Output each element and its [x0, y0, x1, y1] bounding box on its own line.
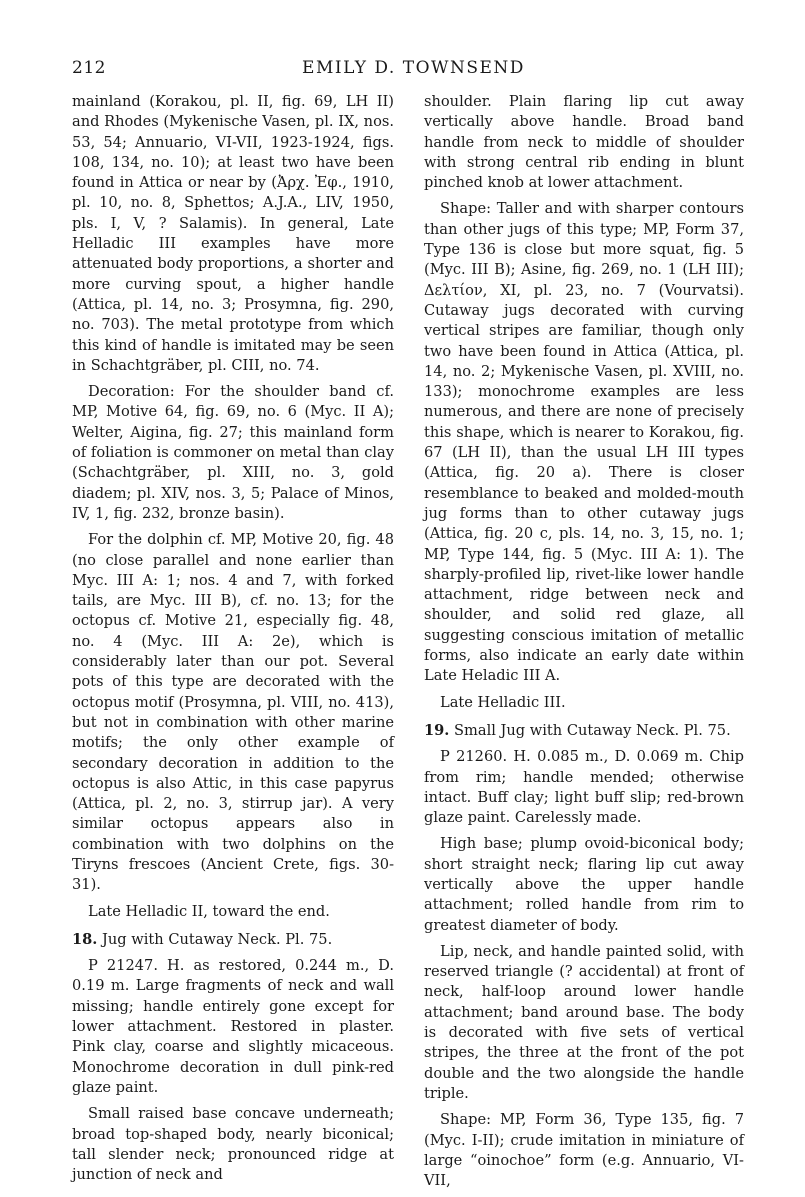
paragraph: Late Helladic II, toward the end. [88, 902, 330, 920]
paragraph: For the dolphin cf. MP, Motive 20, fig. 48 (no close parallel and none earlier than Myc. III A: 1; nos. 4 and 7, with forked tails, are Myc. III B), cf. no. 13; for the octopus cf. Motive 21, especially fig. 48, no. 4 (Myc. III A: 2e), which is considerably later than our pot. Several pots of this type are decorated with the octopus motif (Prosymna, pl. VIII, no. 413), but not in combination with other marine motifs; the only other example of secondary decoration in addition to the octopus is also Attic, in this case papyrus (Attica, pl. 2, no. 3, stirrup jar). A very similar octopus appears also in combination with two dolphins on the Tiryns frescoes (Ancient Crete, figs. 30-31). [72, 531, 394, 894]
section-heading [72, 930, 394, 950]
running-head: EMILY D. TOWNSEND [302, 58, 525, 78]
paragraph: Shape: Taller and with sharper contours than other jugs of this type; MP, Form 37, Type 136 is close but more squat, fig. 5 (Myc. III B); Asine, fig. 269, no. 1 (LH III); Δελτίον, XI, pl. 23, no. 7 (Vourvatsi). Cutaway jugs decorated with curving vertical stripes are familiar, though only two have been found in Attica (Attica, pl. 14, no. 2; Mykenische Vasen, pl. XVIII, no. 133); monochrome examples are less numerous, and there are none of precisely this shape, which is nearer to Korakou, fig. 67 (LH II), than the usual LH III types (Attica, fig. 20 a). There is closer resemblance to beaked and molded-mouth jug forms than to other cutaway jugs (Attica, fig. 20 c, pls. 14, no. 3, 15, no. 1; MP, Type 144, fig. 5 (Myc. III A: 1). The sharply-profiled lip, rivet-like lower handle attachment, ridge between neck and shoulder, and solid red glaze, all suggesting conscious imitation of metallic forms, also indicate an early date within Late Heladic III A. [424, 200, 744, 685]
section-title: Jug with Cutaway Neck. Pl. 75. [102, 930, 333, 948]
paragraph: Late Helladic III. [440, 693, 566, 711]
page-number: 212 [72, 58, 106, 78]
section-title: Small Jug with Cutaway Neck. Pl. 75. [454, 721, 731, 739]
paragraph: Shape: MP, Form 36, Type 135, fig. 7 (Myc. I-II); crude imitation in miniature of large “oinochoe” form (e.g. Annuario, VI-VII, [424, 1111, 744, 1190]
section-number: 19. [424, 721, 450, 739]
left-column [72, 92, 394, 1191]
paragraph: High base; plump ovoid-biconical body; short straight neck; flaring lip cut away vertically above the upper handle attachment; rolled handle from rim to greatest diameter of body. [424, 835, 744, 934]
paragraph: shoulder. Plain flaring lip cut away vertically above handle. Broad band handle from neck to middle of shoulder with strong central rib ending in blunt pinched knob at lower attachment. [424, 93, 744, 192]
section-heading [424, 721, 744, 741]
paragraph: Decoration: For the shoulder band cf. MP, Motive 64, fig. 69, no. 6 (Myc. II A); Welter, Aigina, fig. 27; this mainland form of foliation is commoner on metal than clay (Schachtgräber, pl. XIII, no. 3, gold diadem; pl. XIV, nos. 3, 5; Palace of Minos, IV, 1, fig. 232, bronze basin). [72, 383, 394, 522]
paragraph: Small raised base concave underneath; broad top-shaped body, nearly biconical; tall slender neck; pronounced ridge at junction of neck and [72, 1105, 394, 1184]
right-column [424, 92, 744, 1197]
paragraph: P 21260. H. 0.085 m., D. 0.069 m. Chip from rim; handle mended; otherwise intact. Buff clay; light buff slip; red-brown glaze paint. Carelessly made. [424, 748, 744, 827]
paragraph: P 21247. H. as restored, 0.244 m., D. 0.19 m. Large fragments of neck and wall missing; handle entirely gone except for lower attachment. Restored in plaster. Pink clay, coarse and slightly micaceous. Monochrome decoration in dull pink-red glaze paint. [72, 957, 394, 1096]
page-header [72, 58, 755, 82]
paragraph: mainland (Korakou, pl. II, fig. 69, LH II) and Rhodes (Mykenische Vasen, pl. IX, nos. 53, 54; Annuario, VI-VII, 1923-1924, figs. 108, 134, no. 10); at least two have been found in Attica or near by (Ἀρχ. Ἐφ., 1910, pl. 10, no. 8, Sphettos; A.J.A., LIV, 1950, pls. I, V, ? Salamis). In general, Late Helladic III examples have more attenuated body proportions, a shorter and more curving spout, a higher handle (Attica, pl. 14, no. 3; Prosymna, fig. 290, no. 703). The metal prototype from which this kind of handle is imitated may be seen in Schachtgräber, pl. CIII, no. 74. [72, 93, 394, 374]
section-number: 18. [72, 930, 98, 948]
paragraph: Lip, neck, and handle painted solid, with reserved triangle (? accidental) at front of neck, half-loop around lower handle attachment; band around base. The body is decorated with five sets of vertical stripes, the three at the front of the pot double and the two alongside the handle triple. [424, 942, 744, 1102]
